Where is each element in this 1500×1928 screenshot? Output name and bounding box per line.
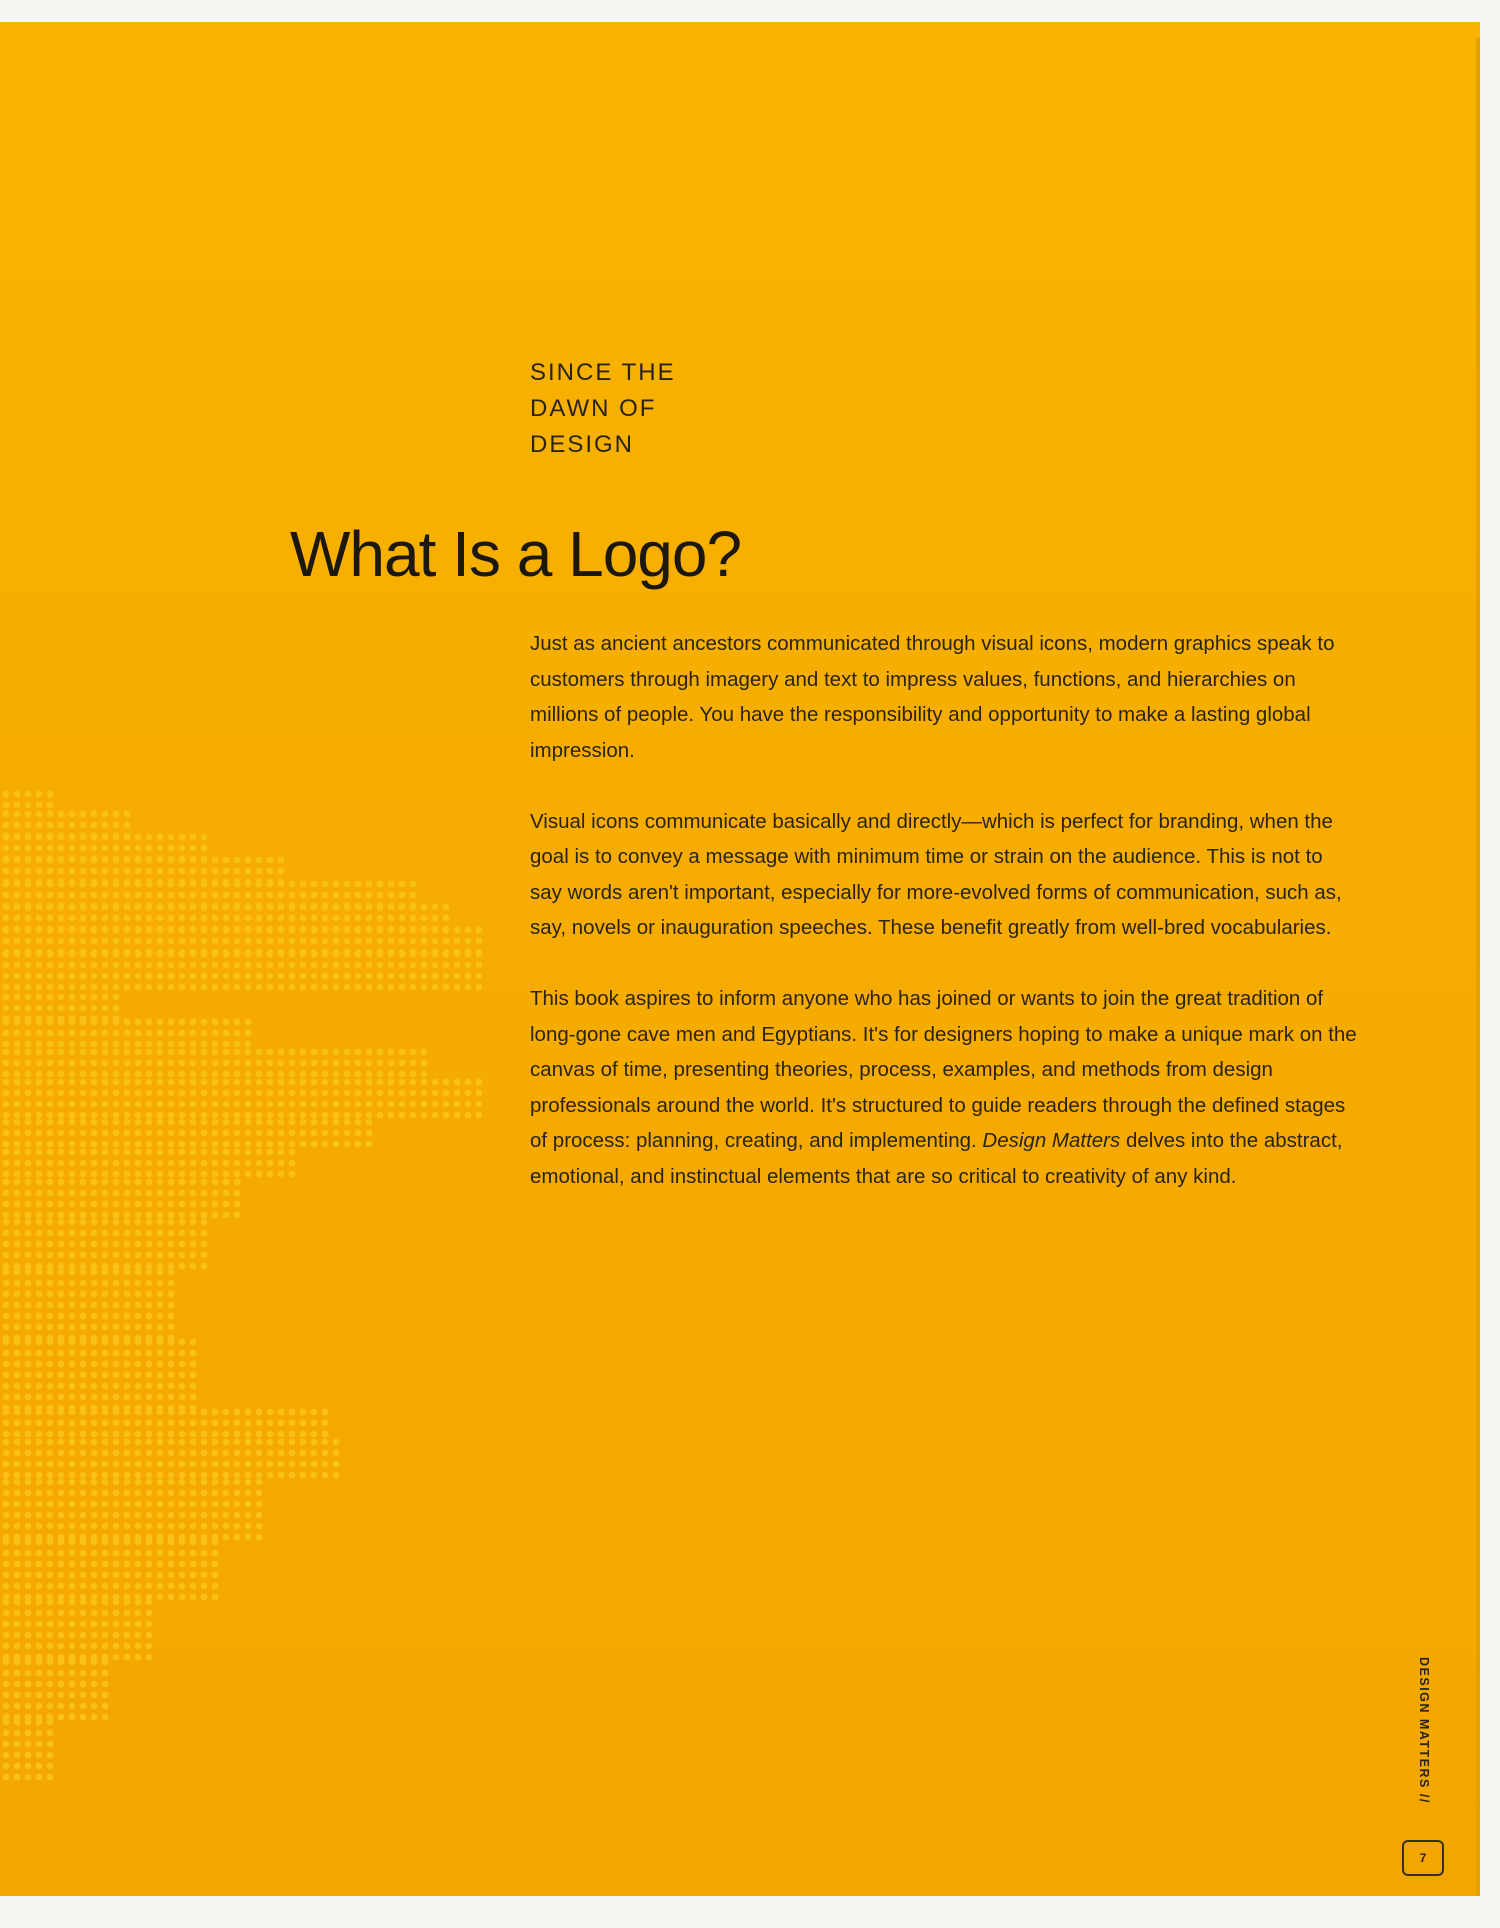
page-edge-shadow (1476, 38, 1480, 1896)
page-title: What Is a Logo? (290, 518, 742, 590)
paragraph-1: Just as ancient ancestors communicated through visual icons, modern graphics speak to customers through imagery and text to impress values, functions, and hierarchies on millions of people. You have the responsibility and opportunity to make a lasting global impression. (530, 632, 1335, 762)
kicker-line-2: DAWN OF (530, 395, 657, 422)
paragraph-3 (530, 981, 1360, 1194)
running-head: DESIGN MATTERS // (1417, 1657, 1431, 1804)
kicker (530, 355, 676, 463)
paragraph-3-text-end: delves into the abstract, emotional, and instinctual elements that are so critical to creativity of any kind. (530, 1129, 1343, 1188)
paragraph-2: Visual icons communicate basically and directly—which is perfect for branding, when the goal is to convey a message with minimum time or strain on the audience. This is not to say words aren't important, especially for more-evolved forms of communication, such as, say, novels or inauguration speeches. These benefit greatly from well-bred vocabularies. (530, 809, 1342, 939)
body-text (530, 626, 1360, 1230)
paragraph-3-text-start: This book aspires to inform anyone who has joined or wants to join the great tradition of long-gone cave men and Egyptians. It's for designers hoping to make a unique mark on the canvas of time, presenting theories, process, examples, and methods from design professionals around the world. It's structured to guide readers through the defined stages of process: planning, creating, and implementing. (530, 987, 1357, 1152)
page-number: 7 (1402, 1840, 1444, 1876)
kicker-line-3: DESIGN (530, 431, 635, 458)
kicker-line-1: SINCE THE (530, 359, 676, 386)
book-title-italic: Design Matters (982, 1129, 1121, 1152)
page (0, 22, 1480, 1896)
